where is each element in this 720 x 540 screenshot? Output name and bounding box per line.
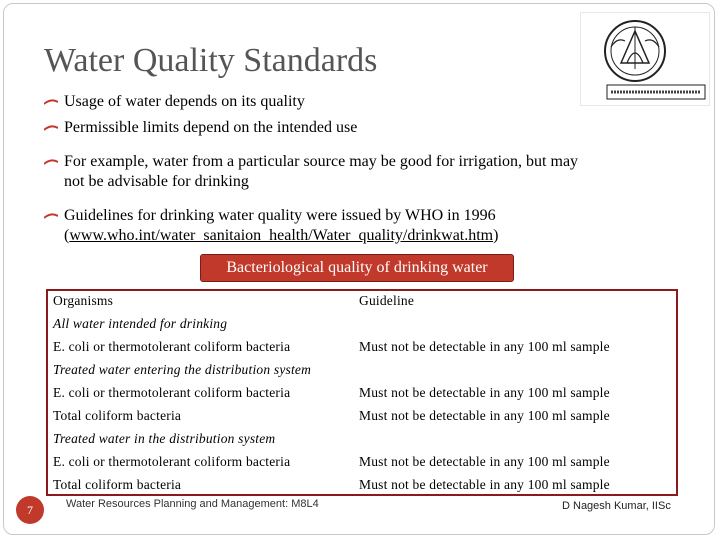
table-header-row (53, 290, 414, 312)
organism-cell: Total coliform bacteria (53, 408, 182, 423)
who-link[interactable]: www.who.int/water_sanitaion_health/Water_quality/drinkwat.htm (69, 227, 494, 244)
organism-cell: Treated water in the distribution system (53, 431, 276, 446)
organism-cell: E. coli or thermotolerant coliform bacteria (53, 385, 291, 400)
swoosh-bullet-icon (44, 125, 58, 131)
bullet-item (44, 118, 684, 138)
table-title: Bacteriological quality of drinking water (200, 254, 514, 282)
bullet-list (44, 92, 684, 252)
bullet-link-line (64, 226, 684, 246)
guideline-cell: Must not be detectable in any 100 ml sample (359, 477, 610, 492)
table-row (53, 382, 610, 404)
footer-author: D Nagesh Kumar, IISc (562, 500, 671, 512)
organism-cell: Treated water entering the distribution system (53, 362, 312, 377)
table-row (53, 474, 610, 496)
table-row (53, 313, 359, 335)
bullet-text: Permissible limits depend on the intended use (64, 119, 358, 136)
guideline-cell: Must not be detectable in any 100 ml sample (359, 408, 610, 423)
organism-cell: E. coli or thermotolerant coliform bacteria (53, 339, 291, 354)
table-row (53, 405, 610, 427)
bullet-item (44, 152, 684, 192)
footer-course: Water Resources Planning and Management: M8L4 (66, 498, 319, 510)
bullet-text: Guidelines for drinking water quality were issued by WHO in 1996 (64, 207, 496, 224)
organism-cell: E. coli or thermotolerant coliform bacteria (53, 454, 291, 469)
organism-cell: Total coliform bacteria (53, 477, 182, 492)
organism-cell: All water intended for drinking (53, 316, 228, 331)
swoosh-bullet-icon (44, 213, 58, 219)
slide-number-badge: 7 (16, 496, 44, 524)
table-row (53, 336, 610, 358)
slide-title: Water Quality Standards (44, 42, 378, 79)
header-guideline: Guideline (359, 293, 415, 308)
link-open-paren: ( (64, 227, 70, 244)
table-row (53, 428, 359, 450)
link-close-paren: ) (493, 227, 499, 244)
bullet-text-continued: not be advisable for drinking (64, 173, 249, 190)
bullet-text: Usage of water depends on its quality (64, 93, 305, 110)
guideline-cell: Must not be detectable in any 100 ml sample (359, 454, 610, 469)
table-row (53, 359, 359, 381)
guideline-cell: Must not be detectable in any 100 ml sample (359, 385, 610, 400)
bullet-item (44, 206, 684, 246)
table-row (53, 451, 610, 473)
bullet-item (44, 92, 684, 112)
guideline-cell: Must not be detectable in any 100 ml sample (359, 339, 610, 354)
swoosh-bullet-icon (44, 159, 58, 165)
header-organisms: Organisms (53, 293, 114, 308)
swoosh-bullet-icon (44, 99, 58, 105)
bullet-text: For example, water from a particular source may be good for irrigation, but may (64, 153, 579, 170)
